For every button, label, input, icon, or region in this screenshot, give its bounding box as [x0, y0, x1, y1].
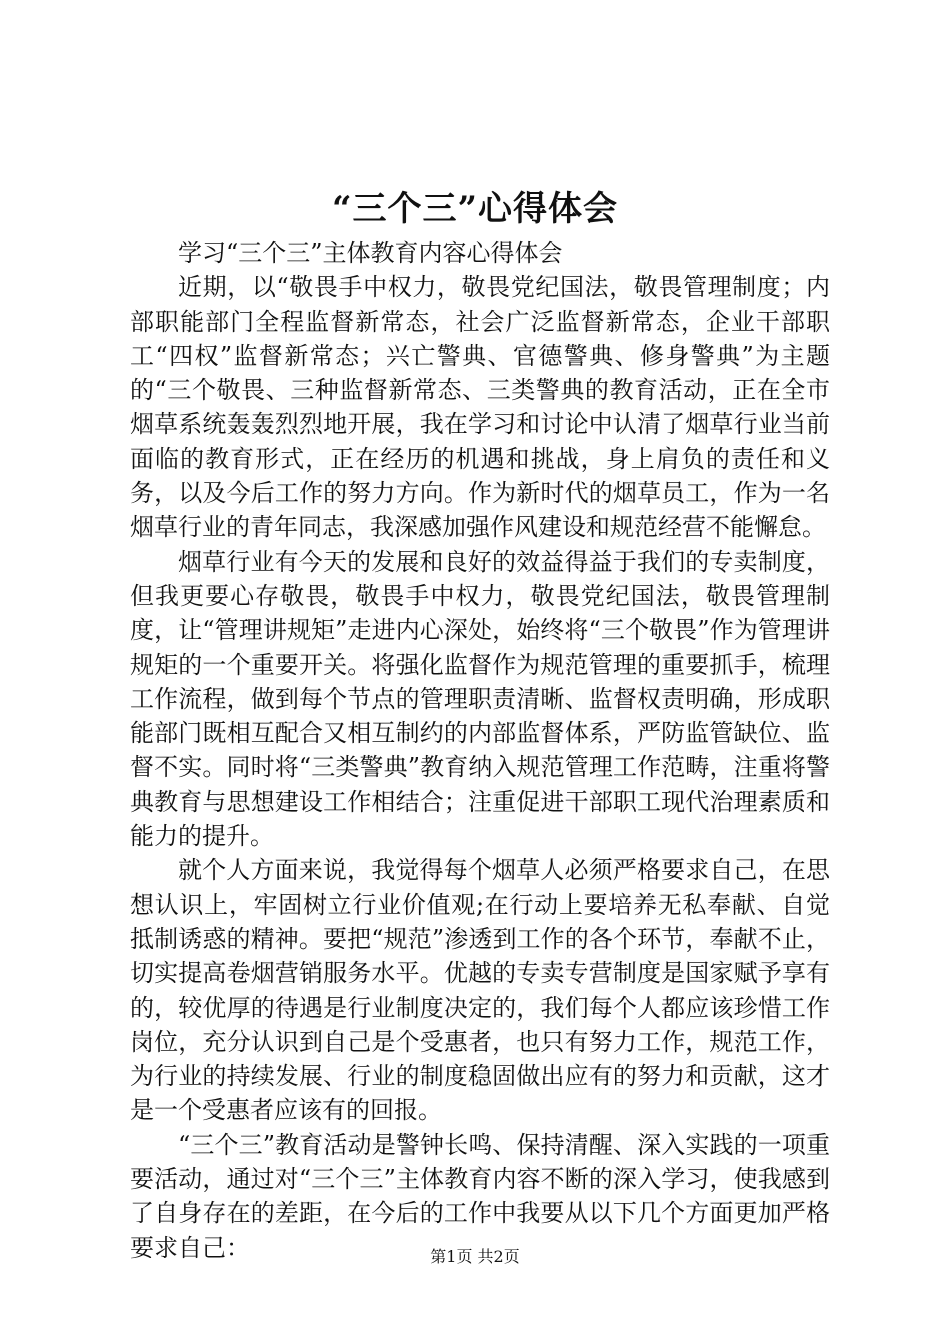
paragraph-1: 近期，以“敬畏手中权力，敬畏党纪国法，敬畏管理制度；内部职能部门全程监督新常态，社会广泛监督新常态，企业干部职工“四权”监督新常态；兴亡警典、官德警典、修身警典”为主题的“三个敬畏、三种监督新常态、三类警典的教育活动，正在全市烟草系统轰轰烈烈地开展，我在学习和讨论中认清了烟草行业当前面临的教育形式，正在经历的机遇和挑战，身上肩负的责任和义务，以及今后工作的努力方向。作为新时代的烟草员工，作为一名烟草行业的青年同志，我深感加强作风建设和规范经营不能懈怠。 — [130, 273, 830, 542]
document-body — [130, 236, 830, 1265]
paragraph-2: 烟草行业有今天的发展和良好的效益得益于我们的专卖制度，但我更要心存敬畏，敬畏手中权力，敬畏党纪国法，敬畏管理制度，让“管理讲规矩”走进内心深处，始终将“三个敬畏”作为管理讲规矩的一个重要开关。将强化监督作为规范管理的重要抓手，梳理工作流程，做到每个节点的管理职责清晰、监督权责明确，形成职能部门既相互配合又相互制约的内部监督体系，严防监管缺位、监督不实。同时将“三类警典”教育纳入规范管理工作范畴，注重将警典教育与思想建设工作相结合；注重促进干部职工现代治理素质和能力的提升。 — [130, 547, 830, 851]
document-title: “三个三”心得体会 — [331, 189, 619, 229]
page-number-footer: 第1页 共2页 — [430, 1247, 520, 1266]
document-subtitle: 学习“三个三”主体教育内容心得体会 — [178, 239, 563, 267]
paragraph-3: 就个人方面来说，我觉得每个烟草人必须严格要求自己，在思想认识上，牢固树立行业价值观;在行动上要培养无私奉献、自觉抵制诱惑的精神。要把“规范”渗透到工作的各个环节，奉献不止，切实提高卷烟营销服务水平。优越的专卖专营制度是国家赋予享有的，较优厚的待遇是行业制度决定的，我们每个人都应该珍惜工作岗位，充分认识到自己是个受惠者，也只有努力工作，规范工作，为行业的持续发展、行业的制度稳固做出应有的努力和贡献，这才是一个受惠者应该有的回报。 — [130, 856, 830, 1125]
paragraph-4: “三个三”教育活动是警钟长鸣、保持清醒、深入实践的一项重要活动，通过对“三个三”主体教育内容不断的深入学习，使我感到了自身存在的差距，在今后的工作中我要从以下几个方面更加严格要求自己： — [130, 1130, 830, 1262]
